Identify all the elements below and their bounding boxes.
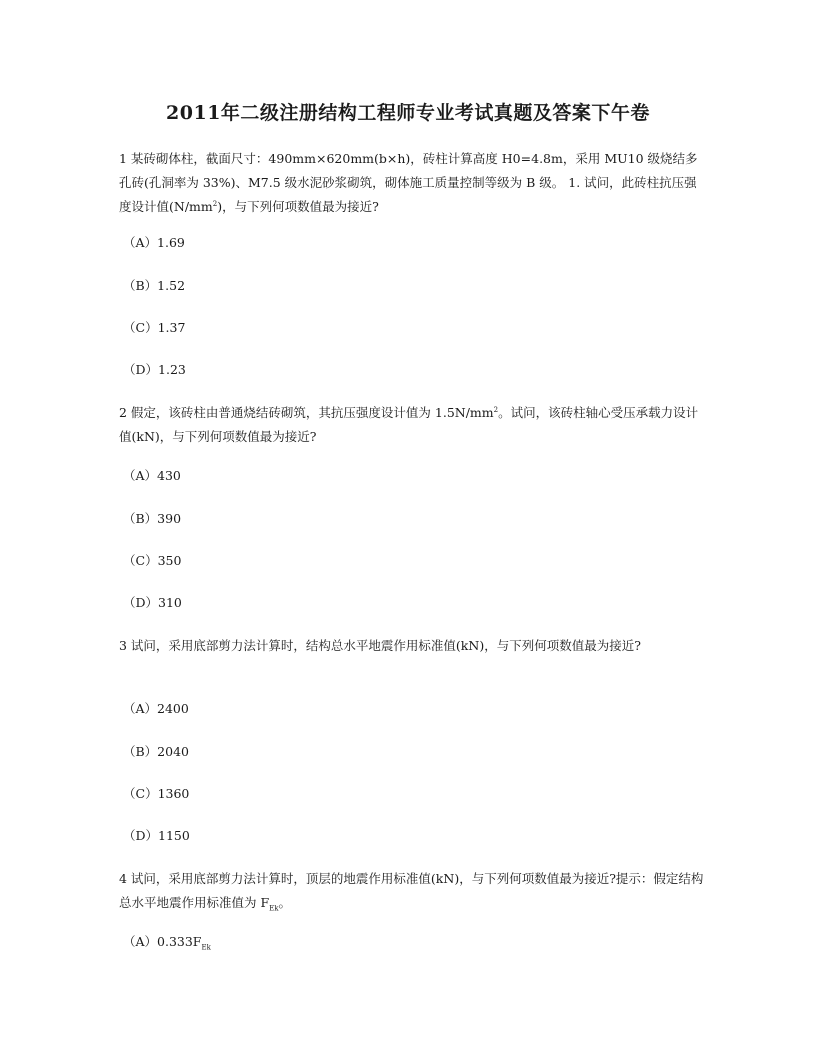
question-2-text-end: 。试问，该砖柱轴心受压承载力设计值(kN)，与下列何项数值最为接近? <box>119 405 699 444</box>
question-1 <box>119 147 704 219</box>
question-2-option-c: （C）350 <box>123 553 182 568</box>
question-1-option-b: （B）1.52 <box>123 278 186 293</box>
question-3: 3 试问，采用底部剪力法计算时，结构总水平地震作用标准值(kN)，与下列何项数值最为接近? <box>119 638 641 653</box>
question-4-text: 4 试问，采用底部剪力法计算时，顶层的地震作用标准值(kN)，与下列何项数值最为接近?提示：假定结构总水平地震作用标准值为 F <box>119 871 704 910</box>
question-4 <box>119 867 704 915</box>
question-4-text-end: 。 <box>278 895 292 910</box>
question-2-option-b: （B）390 <box>123 511 182 526</box>
question-1-option-a: （A）1.69 <box>123 235 185 250</box>
question-2-superscript: 2 <box>493 405 499 414</box>
question-1-option-c: （C）1.37 <box>123 320 186 335</box>
question-3-option-b: （B）2040 <box>123 744 189 759</box>
question-4-option-a-subscript: Ek <box>201 943 211 952</box>
question-2-option-a: （A）430 <box>123 468 181 483</box>
page-title: 2011年二级注册结构工程师专业考试真题及答案下午卷 <box>166 102 650 124</box>
question-1-option-d: （D）1.23 <box>123 362 186 377</box>
question-3-option-c: （C）1360 <box>123 786 190 801</box>
question-1-text-end: )，与下列何项数值最为接近? <box>217 199 379 214</box>
question-2 <box>119 401 704 449</box>
question-4-option-a-text: （A）0.333F <box>123 934 202 949</box>
question-3-option-a: （A）2400 <box>123 701 189 716</box>
question-2-text: 2 假定，该砖柱由普通烧结砖砌筑，其抗压强度设计值为 1.5N/mm <box>119 405 494 420</box>
question-1-text: 1 某砖砌体柱，截面尺寸：490mm×620mm(b×h)，砖柱计算高度 H0=4.8m，采用 MU10 级烧结多孔砖(孔洞率为 33%)、M7.5 级水泥砂浆砌筑，砌体施工质量控制等级为 B 级。 1. 试问，此砖柱抗压强度设计值(N/mm <box>119 151 698 214</box>
question-3-option-d: （D）1150 <box>123 828 190 843</box>
question-4-option-a <box>123 932 211 952</box>
question-1-superscript: 2 <box>212 199 218 208</box>
question-4-subscript: Ek <box>269 904 279 913</box>
question-2-option-d: （D）310 <box>123 595 182 610</box>
